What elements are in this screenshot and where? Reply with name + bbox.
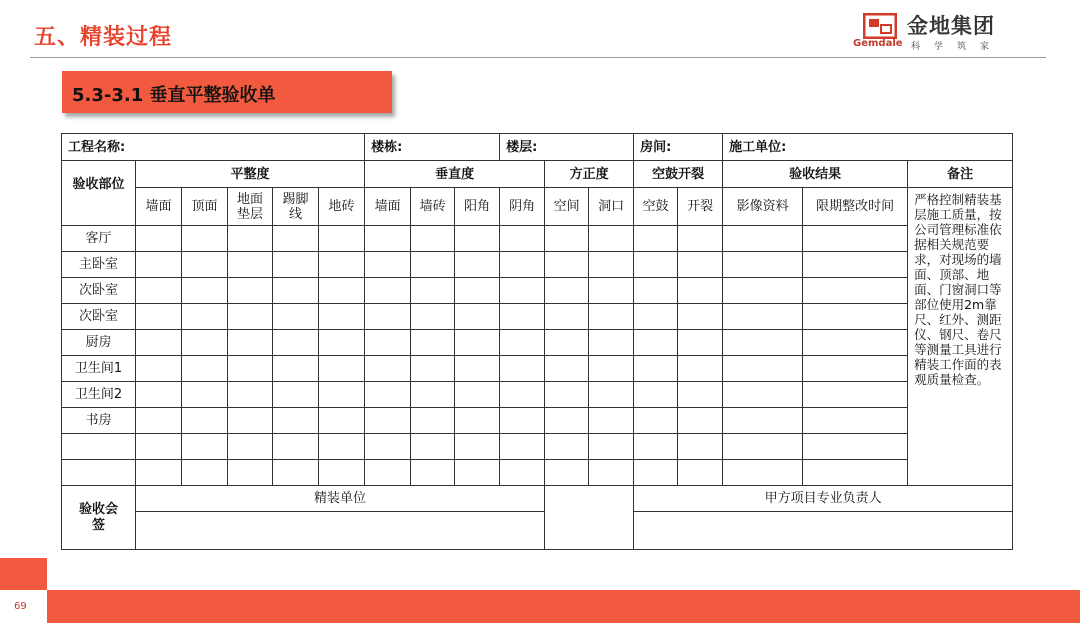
data-cell[interactable] (634, 278, 678, 304)
data-cell[interactable] (500, 434, 545, 460)
table-row (62, 330, 1013, 356)
data-cell[interactable] (136, 382, 182, 408)
data-cell[interactable] (545, 252, 589, 278)
data-cell[interactable] (319, 304, 365, 330)
data-cell[interactable] (803, 434, 908, 460)
data-cell[interactable] (455, 382, 500, 408)
room-name: 卫生间2 (62, 382, 136, 408)
data-cell[interactable] (500, 304, 545, 330)
data-cell[interactable] (545, 408, 589, 434)
data-cell[interactable] (365, 278, 411, 304)
data-cell[interactable] (182, 226, 228, 252)
data-cell[interactable] (228, 304, 273, 330)
data-cell[interactable] (678, 356, 723, 382)
data-cell[interactable] (500, 330, 545, 356)
data-cell[interactable] (500, 356, 545, 382)
data-cell[interactable] (411, 356, 455, 382)
data-cell[interactable] (455, 460, 500, 486)
data-cell[interactable] (228, 252, 273, 278)
table-row (62, 252, 1013, 278)
data-cell[interactable] (678, 226, 723, 252)
verticality-header: 垂直度 (365, 161, 545, 188)
data-cell[interactable] (136, 434, 182, 460)
data-cell[interactable] (365, 304, 411, 330)
table-row (62, 226, 1013, 252)
hollow-crack-header: 空鼓开裂 (634, 161, 723, 188)
gemdale-logo-icon (863, 13, 897, 39)
data-cell[interactable] (589, 356, 634, 382)
data-cell[interactable] (182, 278, 228, 304)
data-cell[interactable] (455, 408, 500, 434)
data-cell[interactable] (589, 330, 634, 356)
header-row-1 (62, 161, 1013, 188)
data-cell[interactable] (589, 408, 634, 434)
data-cell[interactable] (273, 304, 319, 330)
data-cell[interactable] (273, 434, 319, 460)
data-cell[interactable] (589, 226, 634, 252)
data-cell[interactable] (319, 252, 365, 278)
table-row (62, 434, 1013, 460)
data-cell[interactable] (228, 460, 273, 486)
project-name-label: 工程名称: (62, 134, 365, 161)
result-header: 验收结果 (723, 161, 908, 188)
info-row (62, 134, 1013, 161)
sub-header: 阳角 (455, 188, 500, 226)
subtitle-banner (62, 71, 392, 113)
data-cell[interactable] (678, 460, 723, 486)
section-title: 五、精装过程 (34, 25, 173, 50)
data-cell[interactable] (228, 330, 273, 356)
data-cell[interactable] (723, 356, 803, 382)
sign-row-2 (62, 512, 1013, 550)
owner-sign-field[interactable] (634, 512, 1013, 550)
contractor-sign-label: 精装单位 (136, 486, 545, 512)
acceptance-form-table (61, 133, 1013, 550)
data-cell[interactable] (803, 382, 908, 408)
floor-label: 楼层: (500, 134, 634, 161)
data-cell[interactable] (723, 278, 803, 304)
data-cell[interactable] (319, 408, 365, 434)
room-name: 卫生间1 (62, 356, 136, 382)
sub-header: 空鼓 (634, 188, 678, 226)
data-cell[interactable] (182, 434, 228, 460)
room-name: 厨房 (62, 330, 136, 356)
header-row-2 (62, 188, 1013, 226)
data-cell[interactable] (228, 226, 273, 252)
room-name (62, 434, 136, 460)
sub-header: 阴角 (500, 188, 545, 226)
data-cell[interactable] (273, 278, 319, 304)
data-cell[interactable] (411, 226, 455, 252)
sub-header: 地砖 (319, 188, 365, 226)
data-cell[interactable] (589, 252, 634, 278)
data-cell[interactable] (634, 408, 678, 434)
room-label: 房间: (634, 134, 723, 161)
sub-header: 洞口 (589, 188, 634, 226)
data-cell[interactable] (411, 460, 455, 486)
data-cell[interactable] (182, 330, 228, 356)
data-cell[interactable] (455, 356, 500, 382)
data-cell[interactable] (634, 356, 678, 382)
data-cell[interactable] (545, 382, 589, 408)
data-cell[interactable] (723, 382, 803, 408)
data-cell[interactable] (589, 382, 634, 408)
data-cell[interactable] (803, 226, 908, 252)
data-cell[interactable] (500, 408, 545, 434)
data-cell[interactable] (228, 408, 273, 434)
data-cell[interactable] (634, 460, 678, 486)
data-cell[interactable] (589, 434, 634, 460)
data-cell[interactable] (678, 252, 723, 278)
data-cell[interactable] (273, 330, 319, 356)
data-cell[interactable] (411, 382, 455, 408)
data-cell[interactable] (545, 434, 589, 460)
data-cell[interactable] (411, 278, 455, 304)
data-cell[interactable] (634, 226, 678, 252)
data-cell[interactable] (589, 278, 634, 304)
data-cell[interactable] (545, 226, 589, 252)
data-cell[interactable] (136, 330, 182, 356)
page-number: 69 (14, 601, 27, 612)
table-row (62, 356, 1013, 382)
data-cell[interactable] (678, 434, 723, 460)
data-cell[interactable] (723, 460, 803, 486)
data-cell[interactable] (545, 460, 589, 486)
data-cell[interactable] (365, 356, 411, 382)
data-cell[interactable] (634, 434, 678, 460)
remark-text: 严格控制精装基层施工质量，按公司管理标准依据相关规范要求，对现场的墙面、顶部、地面、门窗洞口等部位使用2m靠尺、红外、测距仪、钢尺、卷尺等测量工具进行精装工作面的表观质量检查。 (908, 188, 1013, 486)
data-cell[interactable] (136, 408, 182, 434)
data-cell[interactable] (455, 434, 500, 460)
data-cell[interactable] (634, 382, 678, 408)
footer-bar (47, 590, 1080, 623)
data-cell[interactable] (545, 330, 589, 356)
data-cell[interactable] (136, 252, 182, 278)
data-cell[interactable] (634, 252, 678, 278)
data-cell[interactable] (365, 252, 411, 278)
room-name: 次卧室 (62, 304, 136, 330)
data-cell[interactable] (723, 408, 803, 434)
company-logo (851, 10, 1041, 54)
data-cell[interactable] (500, 278, 545, 304)
data-cell[interactable] (182, 408, 228, 434)
sub-header: 开裂 (678, 188, 723, 226)
data-cell[interactable] (319, 330, 365, 356)
data-cell[interactable] (803, 330, 908, 356)
data-cell[interactable] (136, 460, 182, 486)
data-cell[interactable] (634, 304, 678, 330)
table-row (62, 304, 1013, 330)
room-name: 次卧室 (62, 278, 136, 304)
data-cell[interactable] (723, 252, 803, 278)
data-cell[interactable] (365, 408, 411, 434)
data-cell[interactable] (273, 252, 319, 278)
data-cell[interactable] (455, 252, 500, 278)
data-cell[interactable] (455, 330, 500, 356)
data-cell[interactable] (182, 382, 228, 408)
data-cell[interactable] (500, 226, 545, 252)
room-name: 客厅 (62, 226, 136, 252)
data-cell[interactable] (273, 460, 319, 486)
table-row (62, 408, 1013, 434)
data-cell[interactable] (803, 304, 908, 330)
subtitle-text: 5.3-3.1 垂直平整验收单 (72, 85, 276, 106)
data-cell[interactable] (634, 330, 678, 356)
data-cell[interactable] (136, 356, 182, 382)
data-cell[interactable] (411, 330, 455, 356)
logo-english-text: Gemdale (853, 38, 903, 49)
room-name: 书房 (62, 408, 136, 434)
footer-accent-square (0, 558, 47, 590)
data-cell[interactable] (500, 252, 545, 278)
data-cell[interactable] (136, 226, 182, 252)
data-cell[interactable] (803, 356, 908, 382)
data-cell[interactable] (589, 304, 634, 330)
sub-header: 影像资料 (723, 188, 803, 226)
sub-header: 空间 (545, 188, 589, 226)
data-cell[interactable] (589, 460, 634, 486)
data-cell[interactable] (678, 304, 723, 330)
data-cell[interactable] (723, 226, 803, 252)
data-cell[interactable] (182, 356, 228, 382)
sub-header: 墙面 (136, 188, 182, 226)
data-cell[interactable] (319, 356, 365, 382)
table-row (62, 278, 1013, 304)
data-cell[interactable] (273, 408, 319, 434)
data-cell[interactable] (545, 356, 589, 382)
room-name (62, 460, 136, 486)
data-cell[interactable] (319, 382, 365, 408)
data-cell[interactable] (136, 304, 182, 330)
sub-header: 顶面 (182, 188, 228, 226)
data-cell[interactable] (365, 460, 411, 486)
data-cell[interactable] (500, 460, 545, 486)
data-cell[interactable] (182, 304, 228, 330)
building-label: 楼栋: (365, 134, 500, 161)
data-cell[interactable] (411, 434, 455, 460)
table-row (62, 460, 1013, 486)
sign-label: 验收会签 (62, 486, 136, 550)
data-cell[interactable] (365, 330, 411, 356)
room-name: 主卧室 (62, 252, 136, 278)
data-cell[interactable] (319, 226, 365, 252)
logo-slogan: 科学筑家 (911, 42, 1004, 52)
sign-gap-cell (545, 486, 634, 550)
data-cell[interactable] (228, 434, 273, 460)
data-cell[interactable] (319, 278, 365, 304)
data-cell[interactable] (365, 226, 411, 252)
contractor-sign-field[interactable] (136, 512, 545, 550)
logo-chinese-text: 金地集团 (907, 14, 995, 38)
data-cell[interactable] (803, 460, 908, 486)
data-cell[interactable] (500, 382, 545, 408)
part-header: 验收部位 (62, 161, 136, 226)
owner-sign-label: 甲方项目专业负责人 (634, 486, 1013, 512)
data-cell[interactable] (273, 382, 319, 408)
data-cell[interactable] (545, 304, 589, 330)
data-cell[interactable] (455, 226, 500, 252)
data-cell[interactable] (803, 252, 908, 278)
data-cell[interactable] (273, 356, 319, 382)
data-cell[interactable] (228, 356, 273, 382)
table-row (62, 382, 1013, 408)
data-cell[interactable] (365, 434, 411, 460)
remark-header: 备注 (908, 161, 1013, 188)
data-cell[interactable] (803, 278, 908, 304)
data-cell[interactable] (678, 330, 723, 356)
flatness-header: 平整度 (136, 161, 365, 188)
data-cell[interactable] (411, 304, 455, 330)
data-cell[interactable] (678, 382, 723, 408)
contractor-label: 施工单位: (723, 134, 1013, 161)
data-cell[interactable] (455, 278, 500, 304)
data-cell[interactable] (273, 226, 319, 252)
data-cell[interactable] (228, 278, 273, 304)
data-cell[interactable] (678, 278, 723, 304)
data-cell[interactable] (411, 252, 455, 278)
data-cell[interactable] (545, 278, 589, 304)
data-cell[interactable] (319, 434, 365, 460)
sign-row-1 (62, 486, 1013, 512)
sub-header: 墙砖 (411, 188, 455, 226)
data-cell[interactable] (365, 382, 411, 408)
data-cell[interactable] (182, 252, 228, 278)
sub-header: 墙面 (365, 188, 411, 226)
sub-header: 踢脚线 (273, 188, 319, 226)
data-cell[interactable] (723, 434, 803, 460)
sub-header: 地面垫层 (228, 188, 273, 226)
data-cell[interactable] (723, 330, 803, 356)
squareness-header: 方正度 (545, 161, 634, 188)
data-cell[interactable] (228, 382, 273, 408)
data-cell[interactable] (182, 460, 228, 486)
data-cell[interactable] (136, 278, 182, 304)
data-cell[interactable] (678, 408, 723, 434)
sub-header: 限期整改时间 (803, 188, 908, 226)
header-divider (30, 57, 1046, 58)
data-cell[interactable] (411, 408, 455, 434)
data-cell[interactable] (803, 408, 908, 434)
data-cell[interactable] (319, 460, 365, 486)
data-cell[interactable] (723, 304, 803, 330)
data-cell[interactable] (455, 304, 500, 330)
